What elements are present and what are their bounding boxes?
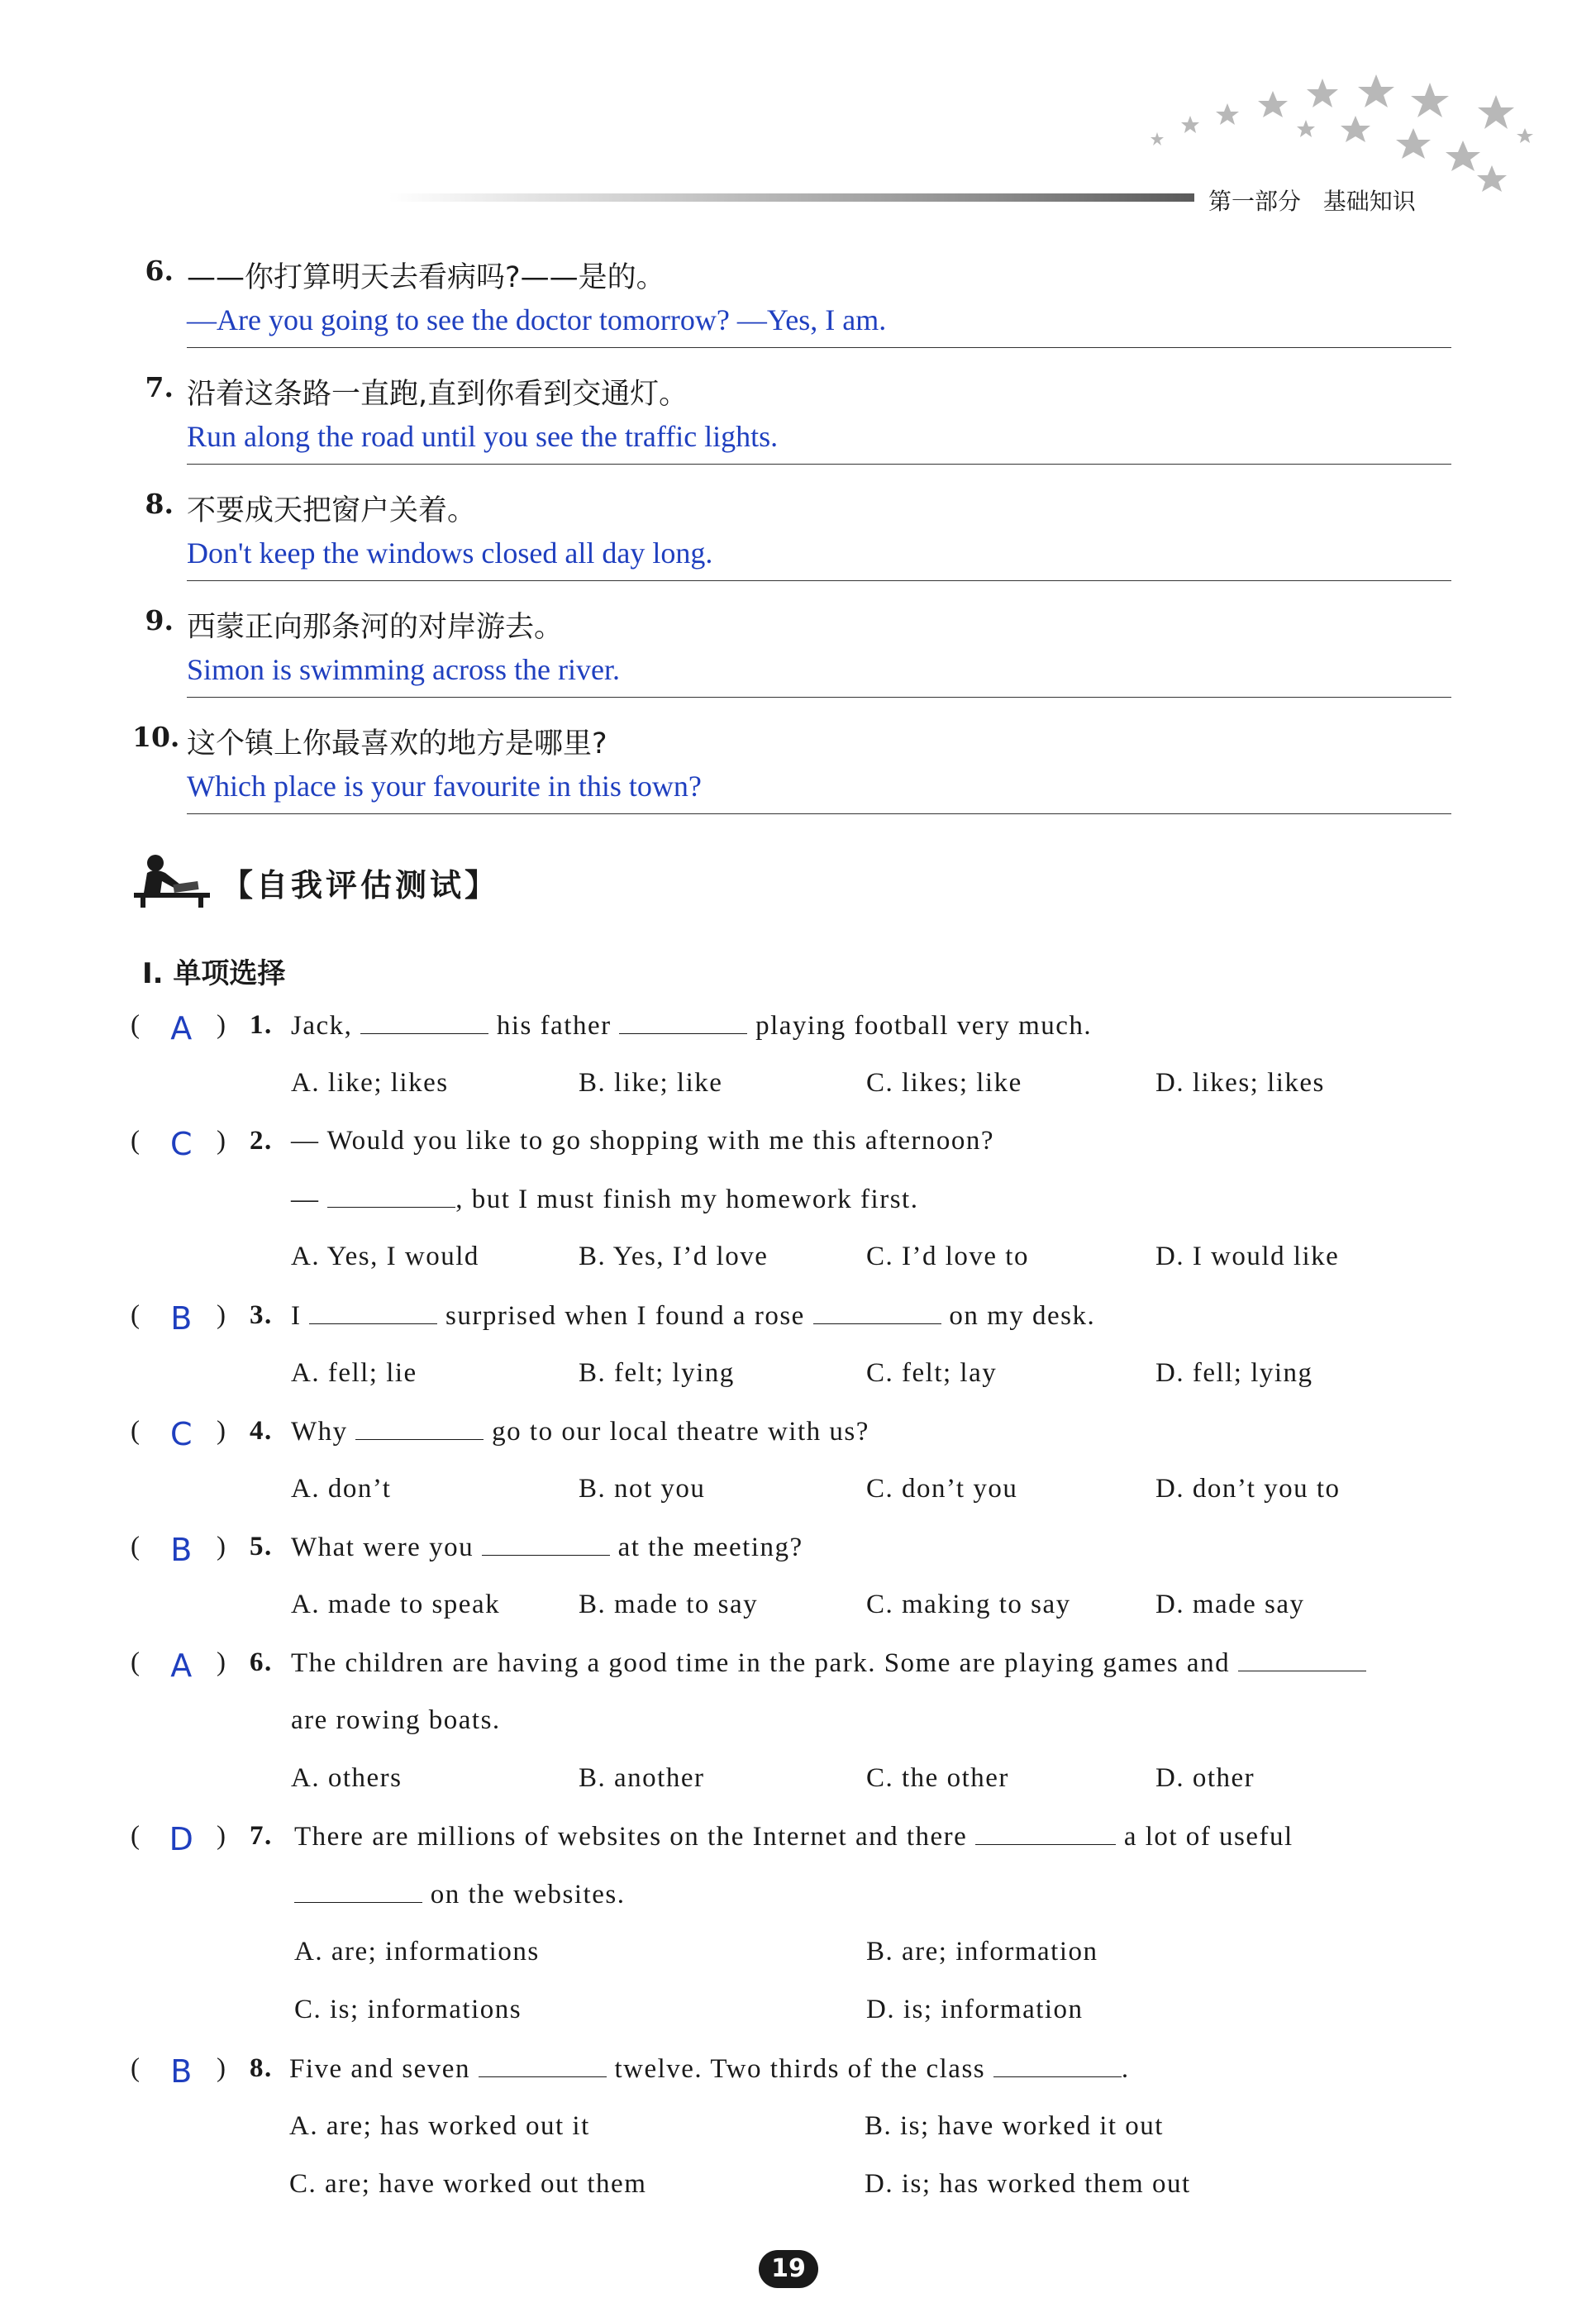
answer-blank (993, 2053, 1122, 2077)
option-a: A. don’t (291, 1474, 392, 1504)
answer-blank (1238, 1647, 1366, 1671)
header-bar (388, 193, 1194, 202)
paren-right: ) (217, 2053, 227, 2083)
answer-choice: B (170, 1300, 193, 1337)
translation-number: 10. (132, 721, 180, 753)
translation-english: Run along the road until you see the traffic lights. (187, 420, 779, 453)
student-writing-icon (132, 851, 212, 909)
option-d: D. other (1155, 1763, 1255, 1793)
answer-blank (294, 1879, 422, 1903)
answer-choice: B (170, 1532, 193, 1568)
translation-english: Which place is your favourite in this town? (187, 770, 702, 803)
option-b: B. Yes, I’d love (579, 1242, 769, 1271)
question-stem: Five and seven twelve. Two thirds of the class . (289, 2054, 1130, 2084)
header-text (1208, 184, 1416, 217)
question-number: 7. (250, 1821, 273, 1851)
paren-left: ( (131, 1010, 141, 1040)
option-b: B. is; have worked it out (865, 2111, 1164, 2141)
question-number: 1. (250, 1010, 273, 1040)
question-stem: I surprised when I found a rose on my desk. (291, 1301, 1096, 1331)
question-stem: — Would you like to go shopping with me this afternoon? (291, 1126, 994, 1156)
translation-number: 7. (145, 371, 174, 403)
translation-number: 8. (145, 488, 174, 520)
answer-line (187, 580, 1451, 581)
option-a: A. like; likes (291, 1068, 449, 1098)
answer-choice: D (169, 1821, 195, 1857)
option-c: C. is; informations (294, 1995, 522, 2024)
answer-blank (360, 1010, 488, 1034)
option-d: D. fell; lying (1155, 1358, 1313, 1388)
answer-blank (619, 1010, 747, 1034)
option-b: B. are; information (866, 1937, 1098, 1967)
option-d: D. likes; likes (1155, 1068, 1325, 1098)
option-a: A. fell; lie (291, 1358, 417, 1388)
option-d: D. made say (1155, 1590, 1305, 1619)
translation-chinese: 不要成天把窗户关着。 (187, 494, 477, 527)
option-a: A. are; informations (294, 1937, 540, 1967)
option-a: A. others (291, 1763, 403, 1793)
question-number: 2. (250, 1126, 273, 1156)
header-section: 第一部分 (1208, 188, 1302, 215)
answer-choice: A (170, 1647, 193, 1684)
option-a: A. made to speak (291, 1590, 501, 1619)
paren-right: ) (217, 1647, 227, 1677)
answer-choice: B (170, 2053, 193, 2090)
paren-right: ) (217, 1010, 227, 1040)
answer-choice: A (170, 1010, 193, 1046)
page-number: 19 (759, 2250, 818, 2288)
option-c: C. felt; lay (866, 1358, 998, 1388)
section-title: 【自我评估测试】 (222, 867, 500, 903)
answer-line (187, 464, 1451, 465)
answer-blank (482, 1532, 610, 1556)
question-number: 4. (250, 1416, 273, 1446)
answer-blank (309, 1300, 437, 1324)
question-stem: The children are having a good time in the park. Some are playing games and (291, 1647, 1366, 1679)
question-number: 3. (250, 1300, 273, 1330)
translation-number: 6. (145, 255, 174, 287)
translation-chinese: 这个镇上你最喜欢的地方是哪里? (187, 727, 607, 760)
translation-chinese: 沿着这条路一直跑,直到你看到交通灯。 (187, 378, 688, 411)
question-stem: Jack, his father playing football very much. (291, 1011, 1093, 1041)
option-d: D. don’t you to (1155, 1474, 1341, 1504)
answer-blank (975, 1821, 1116, 1845)
paren-left: ( (131, 1821, 141, 1851)
option-b: B. made to say (579, 1590, 759, 1619)
question-stem-line-2: on the websites. (294, 1879, 625, 1910)
answer-line (187, 347, 1451, 348)
paren-right: ) (217, 1821, 227, 1851)
answer-blank (479, 2053, 607, 2077)
part-title: I. 单项选择 (142, 957, 286, 990)
question-number: 6. (250, 1647, 273, 1677)
answer-line (187, 697, 1451, 698)
paren-left: ( (131, 2053, 141, 2083)
question-number: 8. (250, 2053, 273, 2083)
translation-chinese: ——你打算明天去看病吗?——是的。 (187, 261, 665, 294)
paren-right: ) (217, 1300, 227, 1330)
question-stem: What were you at the meeting? (291, 1533, 803, 1562)
option-b: B. another (579, 1763, 705, 1793)
question-stem-line-2: are rowing boats. (291, 1705, 501, 1735)
header-topic: 基础知识 (1322, 188, 1416, 215)
option-d: D. is; information (866, 1995, 1084, 2024)
option-c: C. the other (866, 1763, 1009, 1793)
option-b: B. like; like (579, 1068, 723, 1098)
paren-left: ( (131, 1126, 141, 1156)
paren-right: ) (217, 1532, 227, 1561)
answer-choice: C (169, 1416, 194, 1452)
translation-english: —Are you going to see the doctor tomorrow? —Yes, I am. (187, 303, 887, 336)
answer-choice: C (169, 1126, 194, 1162)
paren-left: ( (131, 1532, 141, 1561)
option-c: C. don’t you (866, 1474, 1018, 1504)
question-stem: There are millions of websites on the Internet and there a lot of useful (294, 1822, 1293, 1852)
option-b: B. felt; lying (579, 1358, 735, 1388)
option-a: A. Yes, I would (291, 1242, 479, 1271)
option-c: C. making to say (866, 1590, 1071, 1619)
answer-line (187, 813, 1451, 814)
translation-number: 9. (145, 604, 174, 636)
paren-left: ( (131, 1416, 141, 1446)
option-d: D. I would like (1155, 1242, 1340, 1271)
answer-blank (813, 1300, 941, 1324)
answer-blank (327, 1184, 455, 1208)
option-c: C. likes; like (866, 1068, 1022, 1098)
paren-left: ( (131, 1647, 141, 1677)
option-a: A. are; has worked out it (289, 2111, 590, 2141)
option-d: D. is; has worked them out (865, 2169, 1191, 2199)
translation-chinese: 西蒙正向那条河的对岸游去。 (187, 611, 564, 644)
question-number: 5. (250, 1532, 273, 1561)
translation-english: Simon is swimming across the river. (187, 653, 620, 686)
option-b: B. not you (579, 1474, 706, 1504)
option-c: C. are; have worked out them (289, 2169, 647, 2199)
question-stem: Why go to our local theatre with us? (291, 1417, 869, 1447)
paren-right: ) (217, 1126, 227, 1156)
paren-left: ( (131, 1300, 141, 1330)
option-c: C. I’d love to (866, 1242, 1029, 1271)
question-stem-line-2: — , but I must finish my homework first. (291, 1185, 919, 1214)
paren-right: ) (217, 1416, 227, 1446)
translation-english: Don't keep the windows closed all day long. (187, 536, 713, 570)
answer-blank (355, 1416, 484, 1440)
